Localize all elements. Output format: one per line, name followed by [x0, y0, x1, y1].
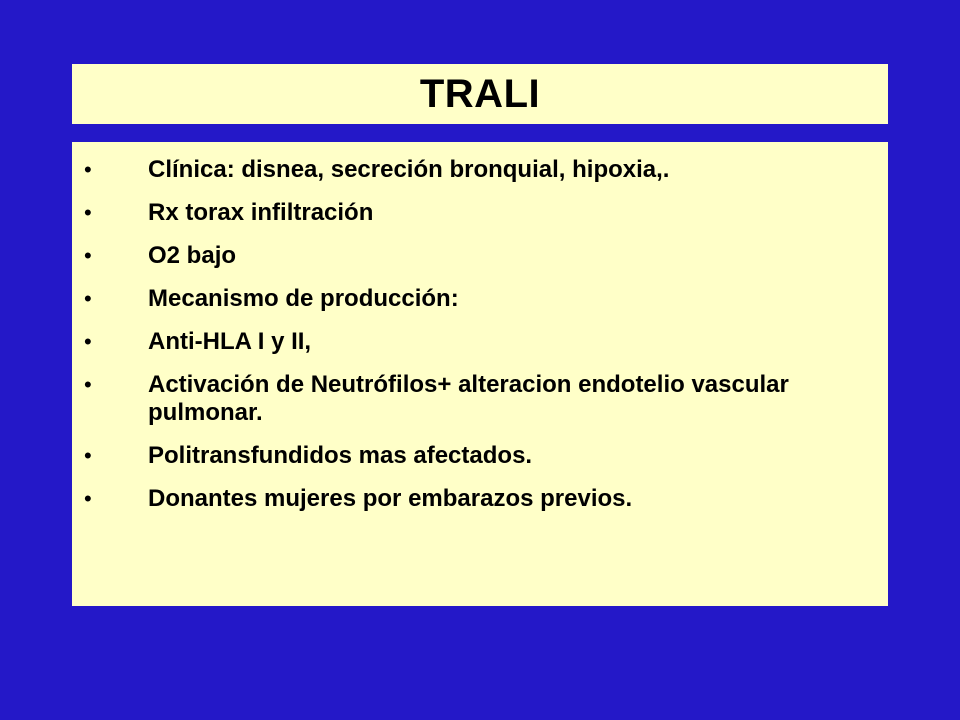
- bullet-item: [72, 442, 888, 470]
- bullet-dot-icon: •: [84, 486, 92, 511]
- bullet-text: Mecanismo de producción:: [148, 285, 459, 312]
- bullet-item: [72, 371, 888, 427]
- bullet-text: Clínica: disnea, secreción bronquial, hipoxia,.: [148, 156, 670, 183]
- bullet-item: [72, 328, 888, 356]
- slide-title: TRALI: [419, 71, 541, 116]
- bullet-item: [72, 242, 888, 270]
- bullet-text: O2 bajo: [148, 242, 237, 269]
- bullet-item: [72, 285, 888, 313]
- title-box: [72, 64, 888, 124]
- bullet-dot-icon: •: [84, 329, 92, 354]
- bullet-item: [72, 156, 888, 184]
- bullet-dot-icon: •: [84, 286, 92, 311]
- bullet-item: [72, 199, 888, 227]
- bullet-text: Donantes mujeres por embarazos previos.: [148, 485, 633, 512]
- content-box: [72, 142, 888, 606]
- bullet-dot-icon: •: [84, 157, 92, 182]
- bullet-dot-icon: •: [84, 200, 92, 225]
- bullet-text: Activación de Neutrófilos+ alteracion endotelio vascular pulmonar.: [148, 371, 789, 426]
- bullet-dot-icon: •: [84, 243, 92, 268]
- bullet-text: Rx torax infiltración: [148, 199, 374, 226]
- bullet-list: [72, 156, 888, 528]
- bullet-text: Politransfundidos mas afectados.: [148, 442, 533, 469]
- bullet-dot-icon: •: [84, 443, 92, 468]
- bullet-item: [72, 485, 888, 513]
- bullet-dot-icon: •: [84, 372, 92, 397]
- bullet-text: Anti-HLA I y II,: [148, 328, 312, 355]
